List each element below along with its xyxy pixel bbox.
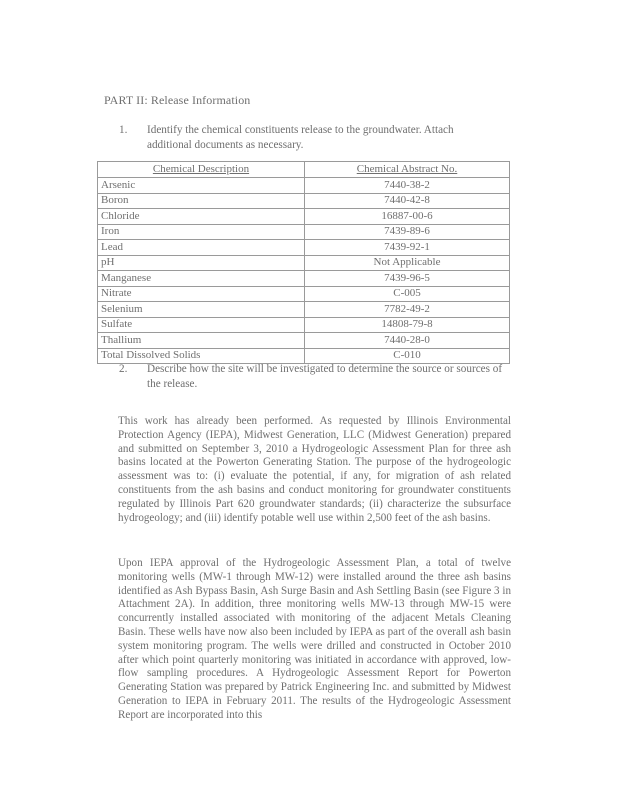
chemical-description-cell: Arsenic xyxy=(98,178,305,194)
item-number: 1. xyxy=(119,124,128,136)
chemical-description-cell: pH xyxy=(98,255,305,271)
chemical-description-cell: Thallium xyxy=(98,333,305,349)
chemical-description-cell: Boron xyxy=(98,193,305,209)
chemical-description-cell: Selenium xyxy=(98,302,305,318)
chemical-abstract-number-cell: 16887-00-6 xyxy=(305,209,510,225)
chemical-description-cell: Manganese xyxy=(98,271,305,287)
table-row xyxy=(98,271,510,287)
table-row xyxy=(98,178,510,194)
chemical-description-cell: Total Dissolved Solids xyxy=(98,348,305,364)
chemical-abstract-number-cell: 7439-96-5 xyxy=(305,271,510,287)
column-header-description: Chemical Description xyxy=(98,162,305,178)
table-row xyxy=(98,240,510,256)
chemical-abstract-number-cell: 7440-42-8 xyxy=(305,193,510,209)
chemical-abstract-number-cell: 14808-79-8 xyxy=(305,317,510,333)
chemical-abstract-number-cell: 7440-28-0 xyxy=(305,333,510,349)
chemical-description-cell: Sulfate xyxy=(98,317,305,333)
chemical-description-cell: Nitrate xyxy=(98,286,305,302)
table-row xyxy=(98,333,510,349)
table-row xyxy=(98,193,510,209)
table-row xyxy=(98,302,510,318)
chemical-abstract-number-cell: Not Applicable xyxy=(305,255,510,271)
part-heading: PART II: Release Information xyxy=(104,93,251,107)
chemical-abstract-number-cell: C-010 xyxy=(305,348,510,364)
paragraph: Upon IEPA approval of the Hydrogeologic Assessment Plan, a total of twelve monitoring wells (MW-1 through MW-12) were installed around the three ash basins identified as Ash Bypass Basin, Ash Surge Basin and Ash Settling Basin (see Figure 3 in Attachment 2A). In addition, three monitoring wells MW-13 through MW-15 were concurrently installed associated with monitoring of the adjacent Metals Cleaning Basin. These wells have now also been included by IEPA as part of the overall ash basin system monitoring program. The wells were drilled and constructed in October 2010 after which point quarterly monitoring was initiated in accordance with approved, low-flow sampling procedures. A Hydrogeologic Assessment Report for Powerton Generating Station was prepared by Patrick Engineering Inc. and submitted by Midwest Generation to IEPA in February 2011. The results of the Hydrogeologic Assessment Report are incorporated into this xyxy=(118,557,511,721)
paragraph: This work has already been performed. As requested by Illinois Environmental Protection Agency (IEPA), Midwest Generation, LLC (Midwest Generation) prepared and submitted on September 3, 2010 a Hydrogeologic Assessment Plan for three ash basins located at the Powerton Generating Station. The purpose of the hydrogeologic assessment was to: (i) evaluate the potential, if any, for migration of ash related constituents from the ash basins and conduct monitoring for groundwater constituents regulated by Illinois Part 620 groundwater standards; (ii) characterize the subsurface hydrogeology; and (iii) identify potable well use within 2,500 feet of the ash basins. xyxy=(118,415,511,524)
chemical-abstract-number-cell: 7782-49-2 xyxy=(305,302,510,318)
column-header-cas: Chemical Abstract No. xyxy=(305,162,510,178)
table-row xyxy=(98,224,510,240)
chemical-description-cell: Lead xyxy=(98,240,305,256)
chemical-abstract-number-cell: 7440-38-2 xyxy=(305,178,510,194)
item-number: 2. xyxy=(119,363,128,375)
table-row xyxy=(98,209,510,225)
chemical-abstract-number-cell: 7439-92-1 xyxy=(305,240,510,256)
table-header-row xyxy=(98,162,510,178)
chemical-abstract-number-cell: 7439-89-6 xyxy=(305,224,510,240)
chemical-description-cell: Iron xyxy=(98,224,305,240)
table-row xyxy=(98,255,510,271)
table-row xyxy=(98,286,510,302)
chemical-table xyxy=(97,161,510,364)
table-row xyxy=(98,317,510,333)
chemical-description-cell: Chloride xyxy=(98,209,305,225)
chemical-table-body xyxy=(98,178,510,364)
chemical-abstract-number-cell: C-005 xyxy=(305,286,510,302)
item-text: Identify the chemical constituents release to the groundwater. Attach additional documents as necessary. xyxy=(147,124,454,151)
item-text: Describe how the site will be investigated to determine the source or sources of the release. xyxy=(147,363,503,390)
